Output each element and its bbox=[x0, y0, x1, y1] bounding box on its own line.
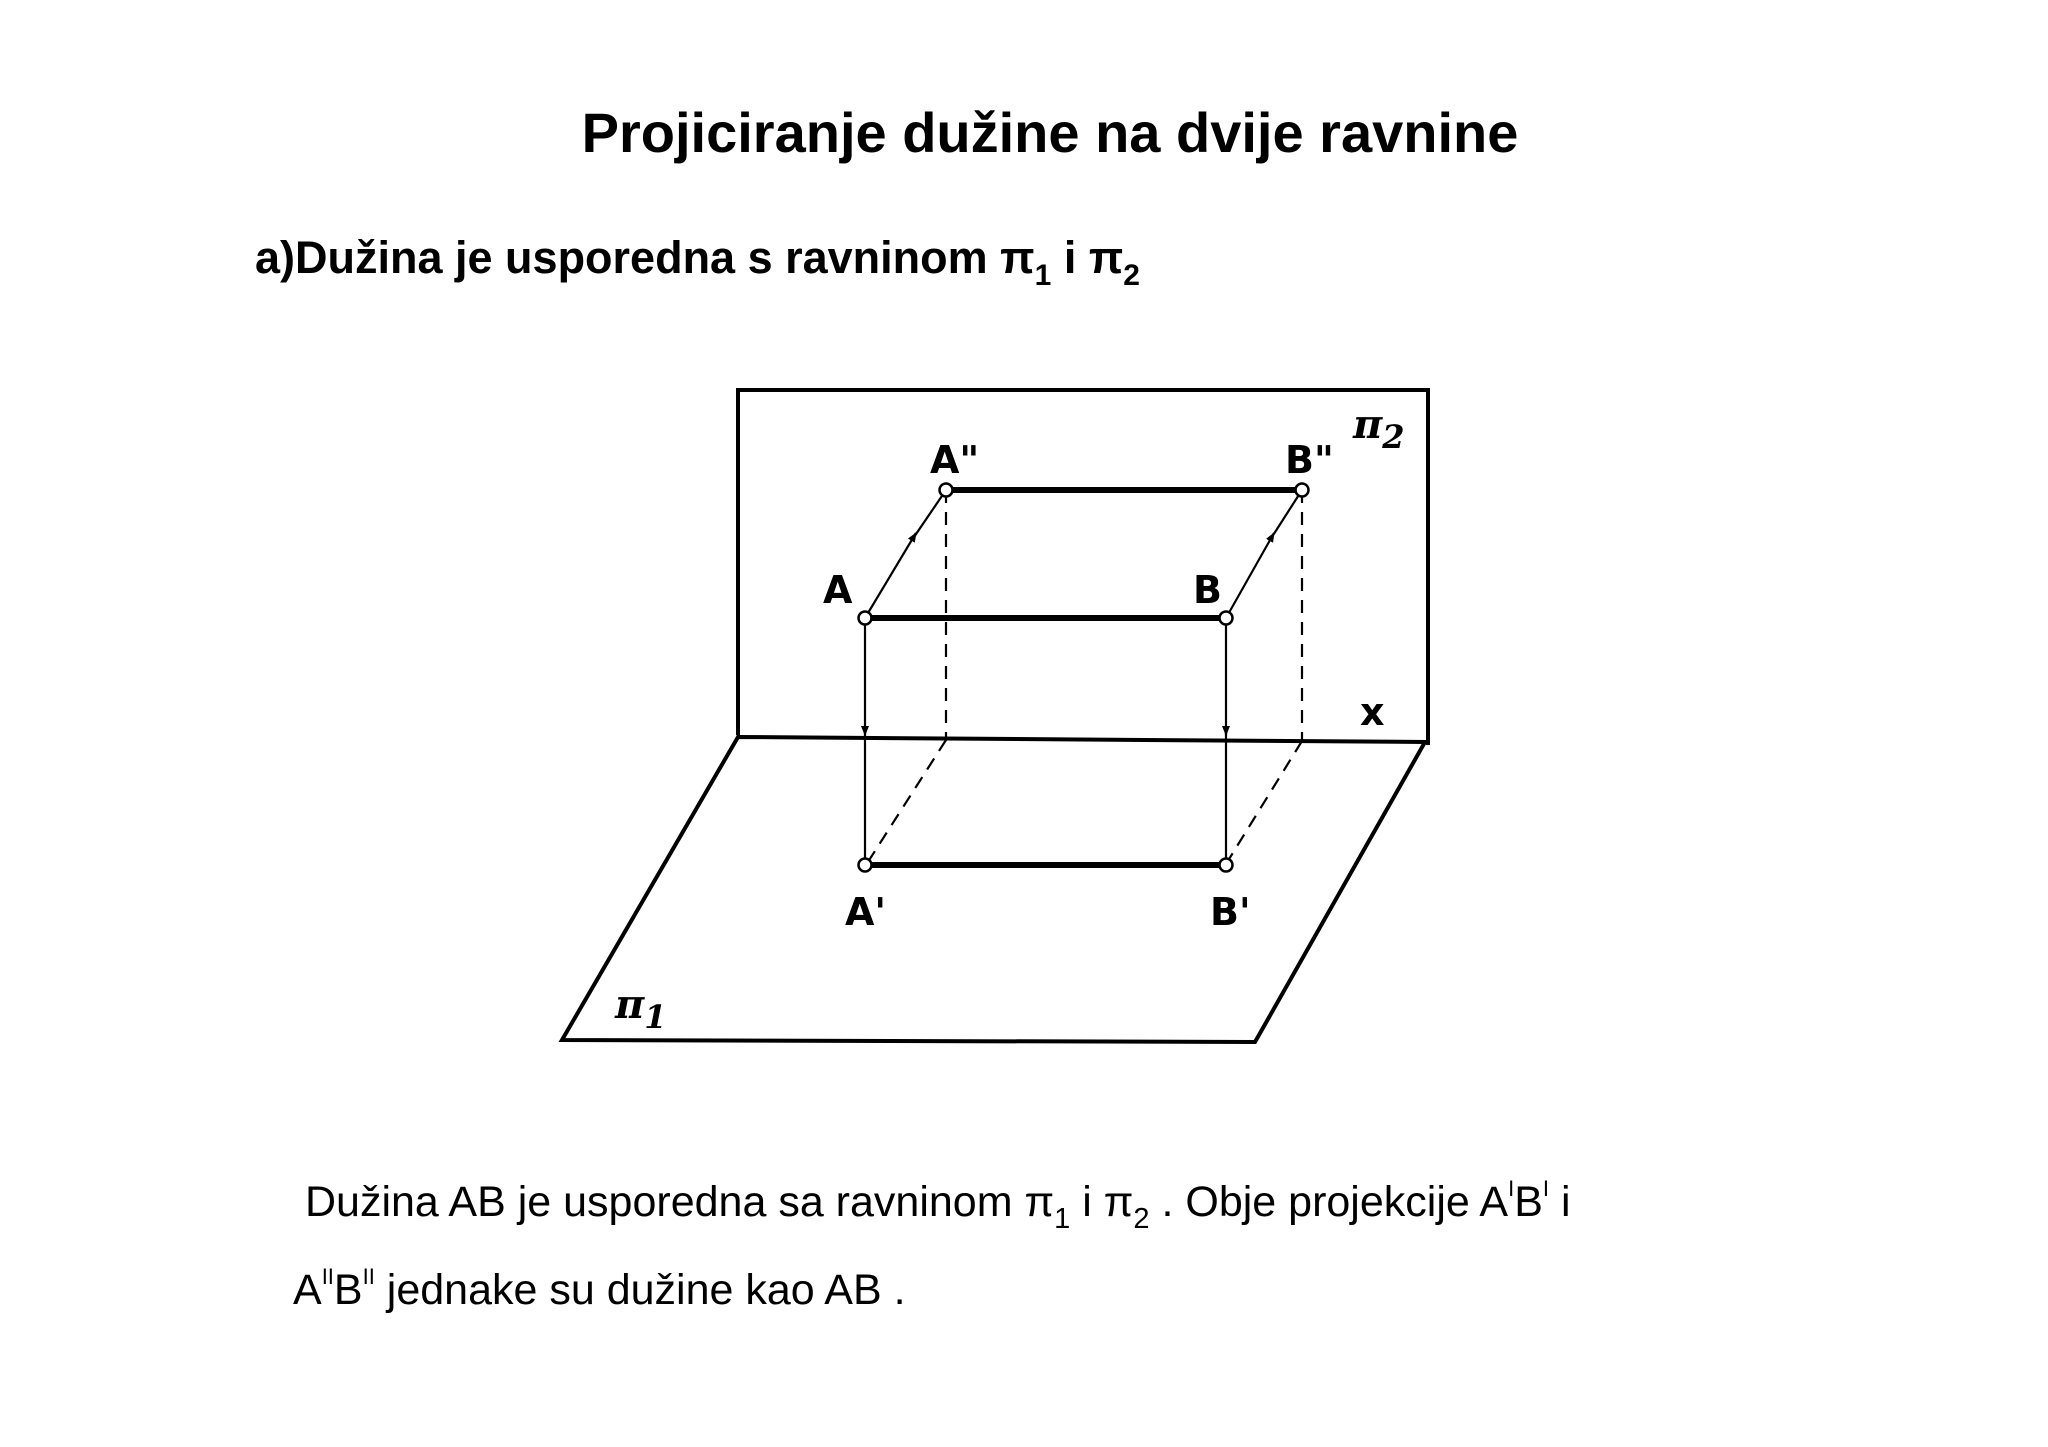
point-a2 bbox=[940, 484, 953, 497]
label-b2: B" bbox=[1285, 438, 1334, 482]
dash-b1-diagonal bbox=[1226, 741, 1302, 864]
dash-a1-diagonal bbox=[866, 740, 946, 865]
label-pi1 bbox=[614, 981, 667, 1036]
subtitle-mid: i π bbox=[1051, 232, 1124, 283]
point-b1 bbox=[1220, 859, 1233, 872]
caption-text-2: i π bbox=[1070, 1178, 1134, 1226]
caption-text-5: i bbox=[1549, 1178, 1571, 1226]
projector-b-up bbox=[1226, 533, 1274, 618]
subtitle-sub-2: 2 bbox=[1123, 259, 1140, 292]
label-b: B bbox=[1193, 568, 1222, 612]
point-b bbox=[1220, 612, 1233, 625]
caption-sup-3: II bbox=[321, 1264, 334, 1289]
caption-sub-2: 2 bbox=[1133, 1203, 1150, 1235]
point-a bbox=[859, 612, 872, 625]
projector-a-up-rest bbox=[912, 490, 946, 540]
plane-pi1 bbox=[562, 737, 1425, 1042]
label-pi2 bbox=[1352, 401, 1405, 456]
label-a: A bbox=[823, 568, 853, 612]
label-x-axis: x bbox=[1360, 690, 1385, 734]
subtitle-text: a)Dužina je usporedna s ravninom π bbox=[255, 232, 1035, 283]
point-a1 bbox=[859, 859, 872, 872]
caption-sup-2: I bbox=[1542, 1176, 1549, 1201]
label-b1: B' bbox=[1210, 890, 1251, 934]
caption-sup-4: II bbox=[362, 1264, 375, 1289]
page-title: Projiciranje dužine na dvije ravnine bbox=[581, 101, 1519, 164]
label-pi1-sub: 1 bbox=[644, 998, 667, 1036]
caption-text-1: Dužina AB je usporedna sa ravninom π bbox=[305, 1178, 1055, 1226]
label-pi2-symbol: π bbox=[1353, 401, 1383, 448]
point-b2 bbox=[1296, 484, 1309, 497]
caption bbox=[293, 1160, 1571, 1319]
projector-a-up bbox=[865, 533, 916, 618]
label-a1: A' bbox=[845, 890, 887, 934]
label-a2: A" bbox=[930, 438, 980, 482]
caption-text-6: A bbox=[293, 1266, 322, 1314]
caption-text-3: . Obje projekcije A bbox=[1149, 1178, 1509, 1226]
label-pi2-sub: 2 bbox=[1382, 418, 1405, 456]
caption-sub-1: 1 bbox=[1054, 1203, 1071, 1235]
label-pi1-symbol: π bbox=[615, 981, 645, 1028]
subtitle-sub-1: 1 bbox=[1034, 259, 1052, 292]
caption-sup-1: I bbox=[1508, 1176, 1515, 1201]
caption-text-4: B bbox=[1514, 1178, 1543, 1226]
projector-b-up-rest bbox=[1270, 490, 1302, 540]
caption-text-7: B bbox=[333, 1266, 363, 1314]
caption-text-8: jednake su dužine kao AB . bbox=[374, 1266, 906, 1314]
